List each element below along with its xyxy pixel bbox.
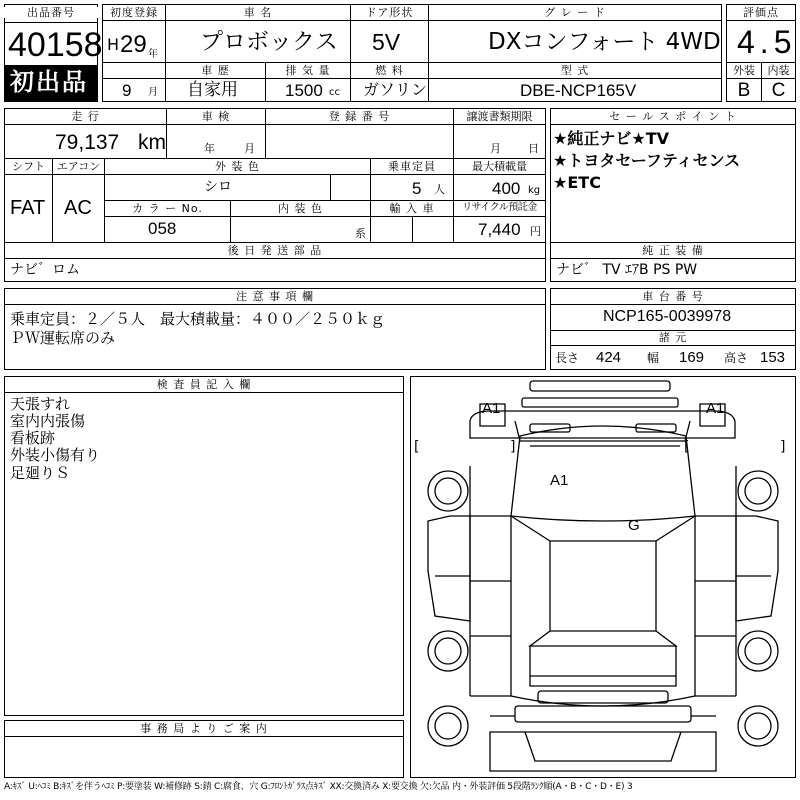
registration-month-unit: 月 xyxy=(148,87,158,98)
aircon-header: エアコン xyxy=(53,161,104,172)
mileage-header: 走 行 xyxy=(5,111,166,122)
fuel-header: 燃 料 xyxy=(351,65,428,76)
chassis-header: 車 台 番 号 xyxy=(551,291,795,302)
capacity-value: 5 xyxy=(412,179,422,198)
chassis-value: NCP165-0039978 xyxy=(603,308,732,325)
damage-mark-roof: A1 xyxy=(550,472,569,489)
capacity-unit: 人 xyxy=(434,183,445,196)
displacement-header: 排 気 量 xyxy=(266,65,350,76)
inspector-header: 検 査 員 記 入 欄 xyxy=(5,379,403,390)
specs-length-label: 長さ xyxy=(555,351,580,365)
inspector-line-5: 足廻りＳ xyxy=(10,464,71,482)
score-header: 評価点 xyxy=(727,7,795,18)
max-load-header: 最大積載量 xyxy=(454,161,545,172)
door-header: ドア形状 xyxy=(351,7,428,18)
notes-line-2: ＰＷ運転席のみ xyxy=(10,329,116,347)
registration-month: 9 xyxy=(122,81,132,100)
transfer-due-month-unit: 月 xyxy=(490,142,501,155)
car-name-header: 車 名 xyxy=(166,7,350,18)
displacement-unit: cc xyxy=(329,87,340,98)
later-parts-header: 後 日 発 送 部 品 xyxy=(5,245,545,256)
interior-color-header: 内 装 色 xyxy=(231,203,370,214)
color-no-value: 058 xyxy=(148,219,177,238)
max-load-value: 400 xyxy=(492,179,521,198)
exterior-color-header: 外 装 色 xyxy=(105,161,370,172)
specs-width-label: 幅 xyxy=(647,351,660,365)
score-value: 4.5 xyxy=(737,24,797,60)
interior-score-value: C xyxy=(771,80,786,101)
specs-width-value: 169 xyxy=(679,349,705,366)
office-header: 事 務 局 よ り ご 案 内 xyxy=(5,723,403,734)
inspector-line-1: 天張すれ xyxy=(10,395,71,413)
specs-height-label: 高さ xyxy=(724,351,749,365)
fuel-value: ガソリン xyxy=(363,80,428,99)
bracket-mark-2: ] xyxy=(510,439,516,455)
registration-era: H xyxy=(107,35,120,54)
lot-header: 出品番号 xyxy=(4,7,98,18)
displacement-value: 1500 xyxy=(285,81,323,100)
inspector-line-2: 室内内張傷 xyxy=(10,412,86,430)
registration-header: 初度登録 xyxy=(103,7,165,18)
recycle-value: 7,440 xyxy=(478,220,521,239)
model-value: DBE-NCP165V xyxy=(520,81,637,100)
bracket-mark-4: ] xyxy=(780,439,786,455)
import-car-header: 輸 入 車 xyxy=(371,203,453,214)
sales-point-3: ★ETC xyxy=(553,173,601,192)
sales-point-2: ★トヨタセーフティセンス xyxy=(553,151,741,170)
notes-line-1: 乗車定員：２／５人 最大積載量：４００／２５０ｋｇ xyxy=(10,310,386,328)
specs-length-value: 424 xyxy=(596,349,622,366)
sales-point-1: ★純正ナビ★TV xyxy=(553,129,669,148)
registration-year: 29 xyxy=(120,31,147,58)
specs-header: 諸 元 xyxy=(551,332,795,343)
genuine-equipment-value: ナビ゛ TV ｴｱB PS PW xyxy=(556,262,698,278)
mileage-value: 79,137 xyxy=(55,131,120,154)
grade-value: DXコンフォート 4WD xyxy=(488,29,721,55)
exterior-score-header: 外装 xyxy=(727,65,761,76)
capacity-header: 乗車定員 xyxy=(371,161,453,172)
notes-header: 注 意 事 項 欄 xyxy=(5,291,545,302)
grade-header: グ レ ー ド xyxy=(429,7,721,18)
aircon-value: AC xyxy=(64,197,92,219)
inspection-header: 車 検 xyxy=(167,111,265,122)
inspector-line-3: 看板跡 xyxy=(10,429,56,447)
lot-number: 40158 xyxy=(8,26,103,64)
damage-mark-front-left: A1 xyxy=(482,400,501,417)
car-name-value: プロボックス xyxy=(200,29,338,55)
interior-score-header: 内装 xyxy=(762,65,795,76)
later-parts-value: ナビ゛ロム xyxy=(10,262,80,278)
exterior-score-value: B xyxy=(737,80,751,101)
sales-points-header: セ ー ル ス ポ イ ン ト xyxy=(551,111,795,122)
legend-text: A:ｷｽﾞ U:ﾍｺﾐ B:ｷｽﾞを伴うﾍｺﾐ P:要塗装 W:補修跡 S:錆 C:腐食、穴 G:ﾌﾛﾝﾄｶﾞﾗｽ点ｷｽﾞ XX:交換済み X:要交換 欠:欠品 内・外装評価 5段階ﾗﾝｸ順(A・B・C・D・E) 3 xyxy=(4,782,633,792)
shift-header: シフト xyxy=(5,161,52,172)
bracket-mark-1: [ xyxy=(414,439,420,455)
recycle-unit: 円 xyxy=(530,225,541,238)
transfer-due-day-unit: 日 xyxy=(528,142,539,155)
specs-height-value: 153 xyxy=(760,349,786,366)
max-load-unit: kg xyxy=(528,185,541,196)
exterior-color-value: シロ xyxy=(204,179,232,195)
interior-color-suffix: 系 xyxy=(355,227,366,240)
genuine-equipment-header: 純 正 装 備 xyxy=(551,245,795,256)
color-no-header: カ ラ ー No. xyxy=(105,203,230,214)
transfer-due-header: 譲渡書類期限 xyxy=(454,111,545,122)
inspector-line-4: 外装小傷有り xyxy=(10,446,101,464)
mileage-unit: km xyxy=(138,131,166,154)
inspection-year-unit: 年 xyxy=(204,142,215,155)
recycle-header: リサイクル預託金 xyxy=(454,203,545,213)
model-header: 型 式 xyxy=(429,65,721,76)
shift-value: FAT xyxy=(10,197,46,219)
door-value: 5V xyxy=(372,29,401,55)
inspection-month-unit: 月 xyxy=(244,142,255,155)
first-listing-label: 初出品 xyxy=(10,68,88,96)
damage-mark-front-right: A1 xyxy=(706,400,725,417)
damage-mark-glass: G xyxy=(628,517,640,534)
history-value: 自家用 xyxy=(187,80,238,100)
registration-year-unit: 年 xyxy=(148,49,158,60)
bracket-mark-3: [ xyxy=(684,439,690,455)
history-header: 車 歴 xyxy=(166,65,265,76)
car-diagram xyxy=(410,376,796,778)
plate-header: 登 録 番 号 xyxy=(266,111,453,122)
